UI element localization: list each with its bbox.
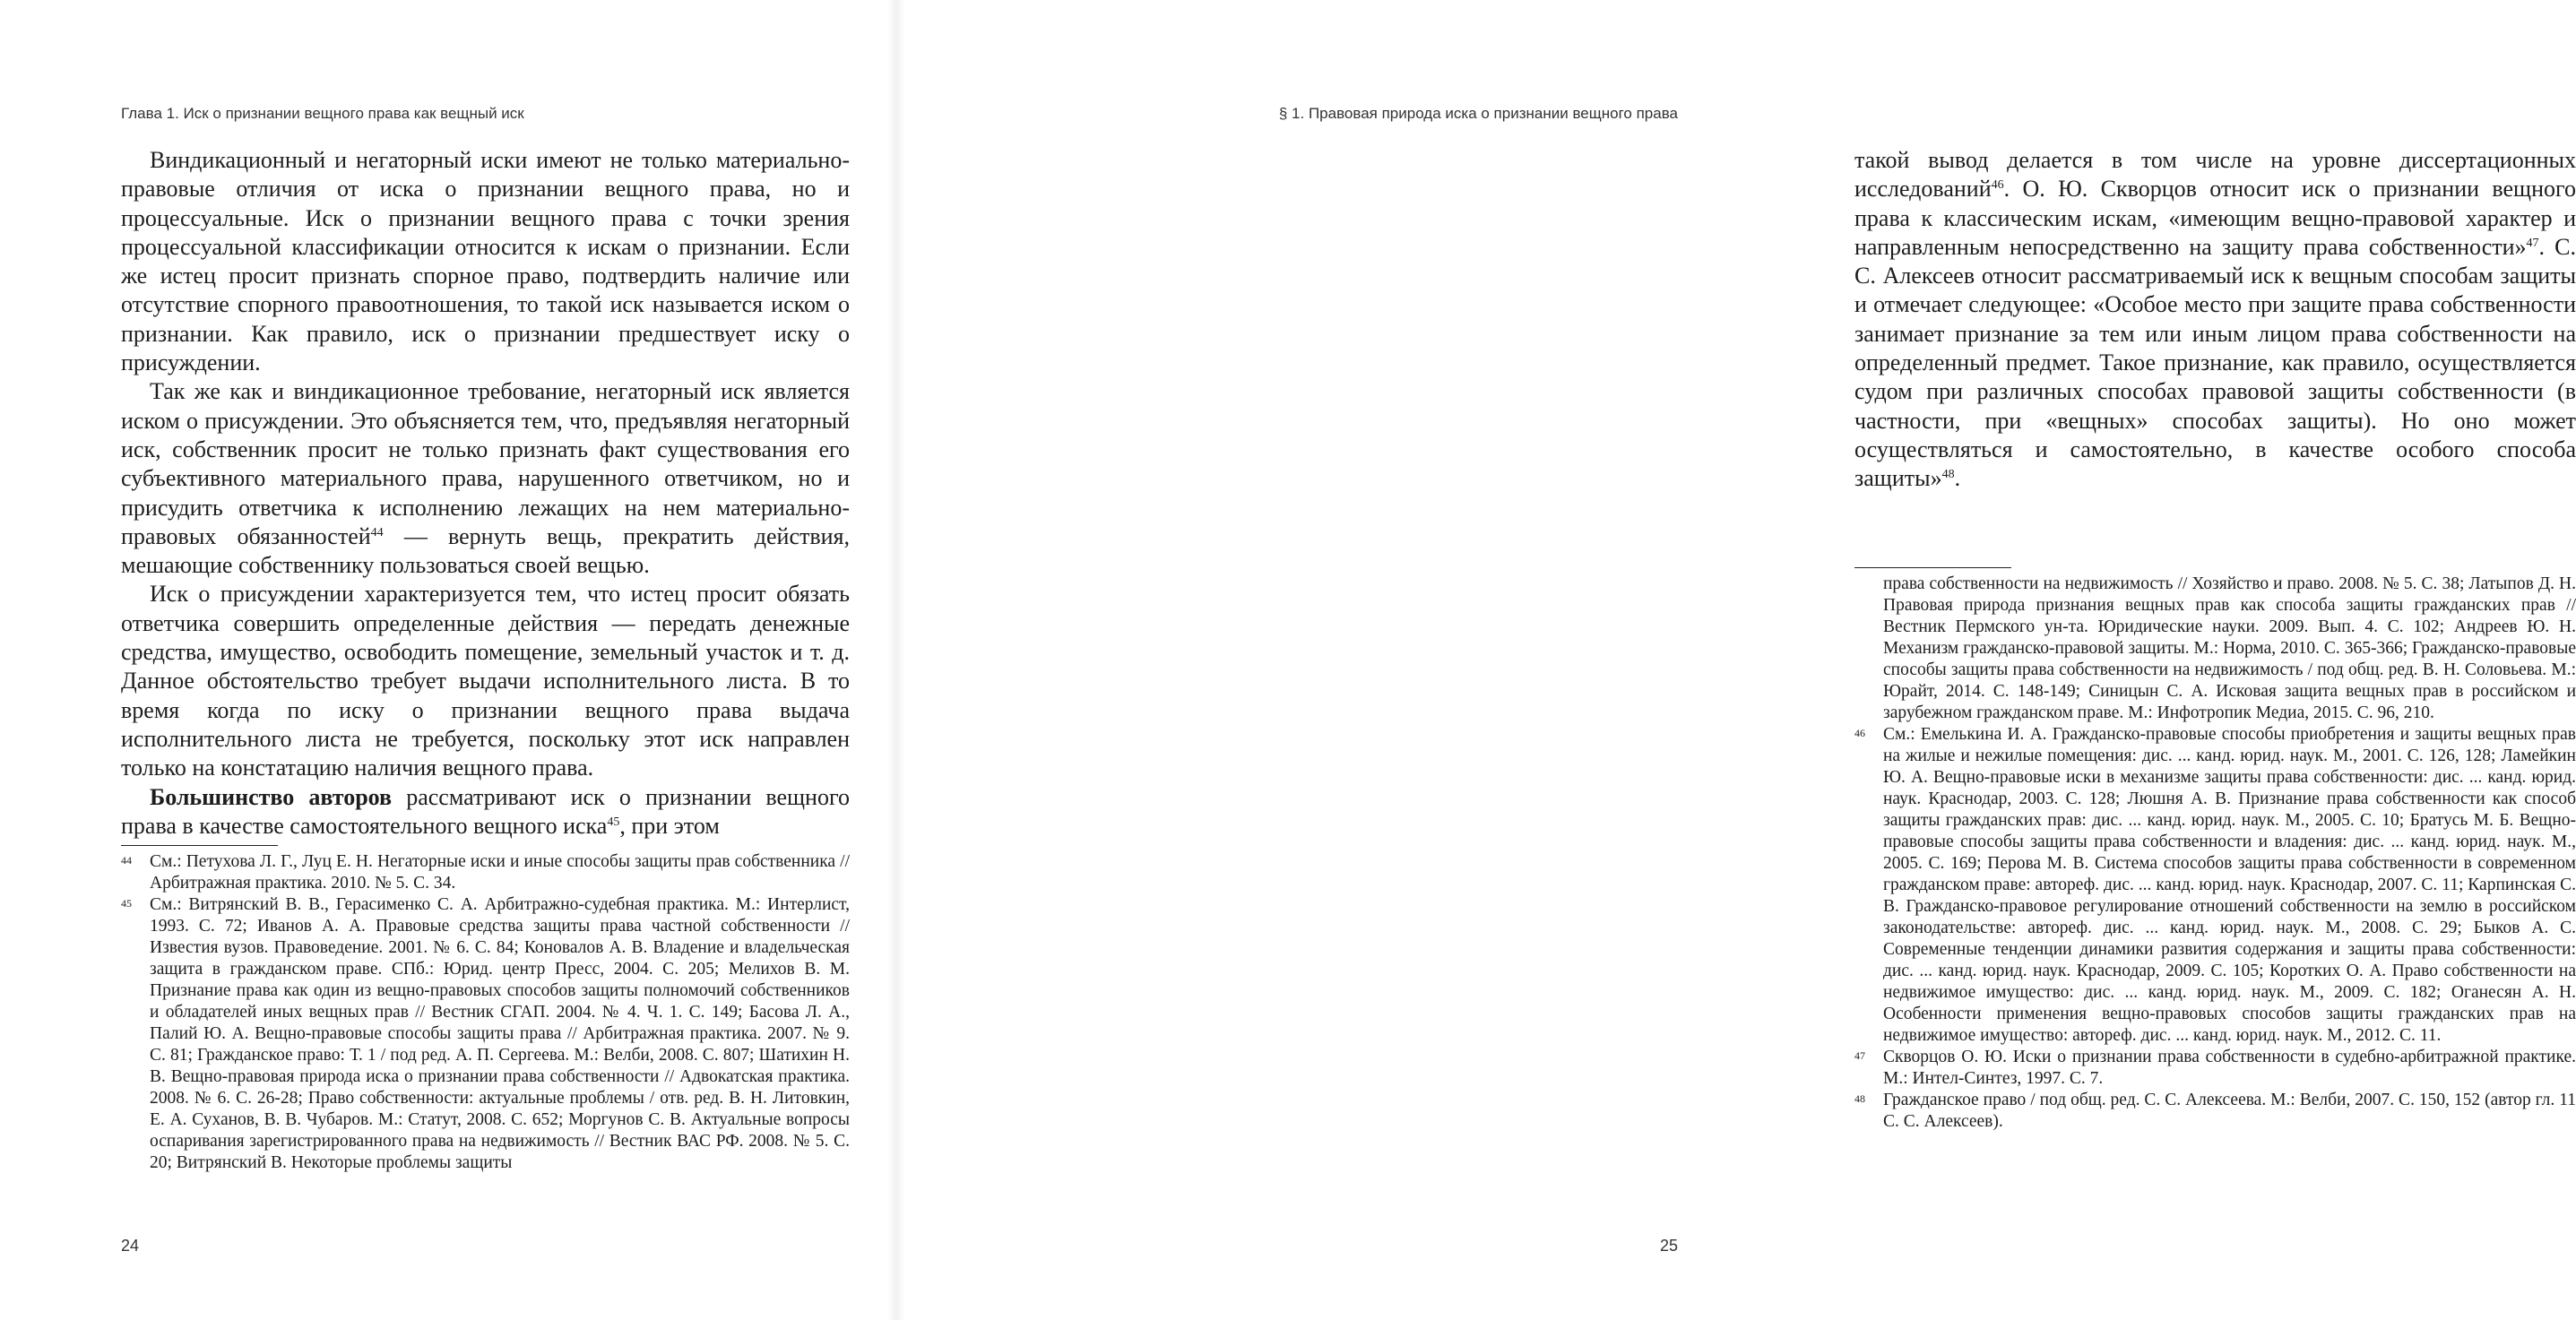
footnote-ref-44[interactable]: 44	[370, 525, 384, 539]
footnote-ref-48[interactable]: 48	[1941, 468, 1955, 482]
paragraph: Иск о присуждении характеризуется тем, что истец просит обязать ответчика совершить определенные действия — передать денежные средства, имущество, освободить помещение, земельный участок и т. д. Данное обстоятельство требует выдачи исполнительного листа. В то время когда по иску о признании вещного права выдача исполнительного листа не требуется, поскольку этот иск направлен только на констатацию наличия вещного права.	[121, 581, 850, 781]
paragraph	[121, 783, 850, 841]
running-head-left: Глава 1. Иск о признании вещного права как вещный иск	[121, 105, 524, 122]
paragraph	[1854, 146, 2576, 494]
footnote-47	[1854, 1047, 2576, 1090]
footnote-number: 47	[1854, 1049, 1865, 1062]
footnote-44	[121, 851, 850, 894]
footnote-text: права собственности на недвижимость // Хозяйство и право. 2008. № 5. С. 38; Латыпов Д. Н. Правовая природа признания вещных прав как способа защиты гражданских прав // Вестник Пермского ун-та. Юридические науки. 2009. Вып. 4. С. 102; Андреев Ю. Н. Механизм гражданско-правовой защиты. М.: Норма, 2010. С. 365-366; Гражданско-правовые способы защиты права собственности на недвижимость / под общ. ред. В. Н. Соловьева. М.: Юрайт, 2014. С. 148-149; Синицын С. А. Исковая защита вещных прав в российском и зарубежном гражданском праве. М.: Инфотропик Медиа, 2015. С. 96, 210.	[1883, 574, 2576, 722]
footnote-48	[1854, 1090, 2576, 1133]
footnote-46	[1854, 724, 2576, 1047]
footnote-number: 45	[121, 897, 132, 910]
footnote-rule	[121, 845, 278, 846]
text-run: такой вывод делается в том числе на уровне диссертационных исследований	[1854, 147, 2576, 203]
footnote-45	[121, 894, 850, 1174]
footnote-number: 48	[1854, 1092, 1865, 1105]
footnote-ref-47[interactable]: 47	[2526, 236, 2539, 250]
footnote-text: См.: Петухова Л. Г., Луц Е. Н. Негаторные иски и иные способы защиты прав собственника // Арбитражная практика. 2010. № 5. С. 34.	[150, 852, 850, 893]
right-page	[896, 0, 2576, 1320]
paragraph	[121, 377, 850, 580]
text-run: Так же как и виндикационное требование, негаторный иск является иском о присуждении. Это объясняется тем, что, предъявляя негаторный иск, собственник просит не только признать факт существования его субъективного материального права, нарушенного ответчиком, но и присудить ответчика к исполнению лежащих на нем материально-правовых обязанностей	[121, 378, 850, 549]
footnote-ref-46[interactable]: 46	[1991, 178, 2004, 193]
text-run: , при этом	[619, 812, 720, 839]
footnote-rule	[1854, 567, 2011, 568]
footnote-continuation	[1854, 574, 2576, 724]
text-run: — вернуть вещь, прекратить действия, мешающие собственнику пользоваться своей вещью.	[121, 522, 850, 579]
text-run: . С. С. Алексеев относит рассматриваемый иск к вещным способам защиты и отмечает следующее: «Особое место при защите права собственности занимает признание за тем или иным лицом права собственности на определенный предмет. Такое признание, как правило, осуществляется судом при различных способах правовой защиты собственности (в частности, при «вещных» способах защиты). Но оно может осуществляться и самостоятельно, в качестве особого способа защиты»	[1854, 233, 2576, 492]
running-head-right: § 1. Правовая природа иска о признании вещного права	[1278, 105, 1678, 122]
left-body-text	[121, 146, 850, 841]
left-footnotes	[121, 851, 850, 1174]
left-page	[0, 0, 896, 1320]
footnote-text: Гражданское право / под общ. ред. С. С. Алексеева. М.: Велби, 2007. С. 150, 152 (автор гл. 11 С. С. Алексеев).	[1883, 1091, 2576, 1131]
footnote-ref-45[interactable]: 45	[607, 815, 620, 829]
paragraph: Виндикационный и негаторный иски имеют не только материально-правовые отличия от иска о признании вещного права, но и процессуальные. Иск о признании вещного права с точки зрения процессуальной классификации относится к искам о признании. Если же истец просит признать спорное право, подтвердить наличие или отсутствие спорного правоотношения, то такой иск называется иском о признании. Как правило, иск о признании предшествует иску о присуждении.	[121, 147, 850, 376]
footnote-text: См.: Емелькина И. А. Гражданско-правовые способы приобретения и защиты вещных прав на жилые и нежилые помещения: дис. ... канд. юрид. наук. М., 2001. С. 126, 128; Ламейкин Ю. А. Вещно-правовые иски в механизме защиты права собственности: дис. ... канд. юрид. наук. Краснодар, 2003. С. 128; Люшня А. В. Признание права собственности как способ защиты гражданских прав: дис. ... канд. юрид. наук. М., 2005. С. 10; Братусь М. Б. Вещно-правовые способы защиты права собственности и владения: дис. ... канд. юрид. наук. М., 2005. С. 169; Перова М. В. Система способов защиты права собственности в современном гражданском праве: автореф. дис. ... канд. юрид. наук. Краснодар, 2007. С. 11; Карпинская С. В. Гражданско-правовое регулирование отношений собственности на землю в российском законодательстве: автореф. дис. ... канд. юрид. наук. М., 2008. С. 29; Быков А. С. Современные тенденции динамики развития содержания и защиты права собственности: дис. ... канд. юрид. наук. Краснодар, 2009. С. 105; Коротких О. А. Право собственности на недвижимое имущество: дис. ... канд. юрид. наук. М., 2009. С. 182; Оганесян А. Н. Особенности применения вещно-правовых способов защиты гражданских прав на недвижимое имущество: автореф. дис. ... канд. юрид. наук. М., 2012. С. 11.	[1883, 725, 2576, 1045]
page-number-left: 24	[121, 1237, 140, 1255]
text-run: рассматривают иск о признании вещного права в качестве самостоятельного вещного иска	[121, 783, 850, 839]
bold-phrase: Большинство авторов	[150, 783, 393, 810]
right-body-text	[1854, 146, 2576, 494]
footnote-text: См.: Витрянский В. В., Герасименко С. А. Арбитражно-судебная практика. М.: Интерлист, 1993. С. 72; Иванов А. А. Правовые средства защиты права частной собственности // Известия вузов. Правоведение. 2001. № 6. С. 84; Коновалов А. В. Владение и владельческая защита в гражданском праве. СПб.: Юрид. центр Пресс, 2004. С. 205; Мелихов В. М. Признание права как один из вещно-правовых способов защиты полномочий собственников и обладателей иных вещных прав // Вестник СГАП. 2004. № 4. Ч. 1. С. 149; Басова Л. А., Палий Ю. А. Вещно-правовые способы защиты права // Арбитражная практика. 2007. № 9. С. 81; Гражданское право: Т. 1 / под ред. А. П. Сергеева. М.: Велби, 2008. С. 807; Шатихин Н. В. Вещно-правовая природа иска о признании права собственности // Адвокатская практика. 2008. № 6. С. 26-28; Право собственности: актуальные проблемы / отв. ред. В. Н. Литовкин, Е. А. Суханов, В. В. Чубаров. М.: Статут, 2008. С. 652; Моргунов С. В. Актуальные вопросы оспаривания зарегистрированного права на недвижимость // Вестник ВАС РФ. 2008. № 5. С. 20; Витрянский В. Некоторые проблемы защиты	[150, 895, 850, 1172]
text-run: . О. Ю. Скворцов относит иск о признании вещного права к классическим искам, «имеющим вещно-правовой характер и направленным непосредственно на защиту права собственности»	[1854, 176, 2576, 260]
footnote-text: Скворцов О. Ю. Иски о признании права собственности в судебно-арбитражной практике. М.: Интел-Синтез, 1997. С. 7.	[1883, 1048, 2576, 1088]
right-footnotes	[1854, 574, 2576, 1133]
footnote-number: 46	[1854, 727, 1865, 739]
page-number-right: 25	[1659, 1237, 1678, 1255]
text-run: .	[1954, 465, 1961, 492]
footnote-number: 44	[121, 854, 132, 867]
